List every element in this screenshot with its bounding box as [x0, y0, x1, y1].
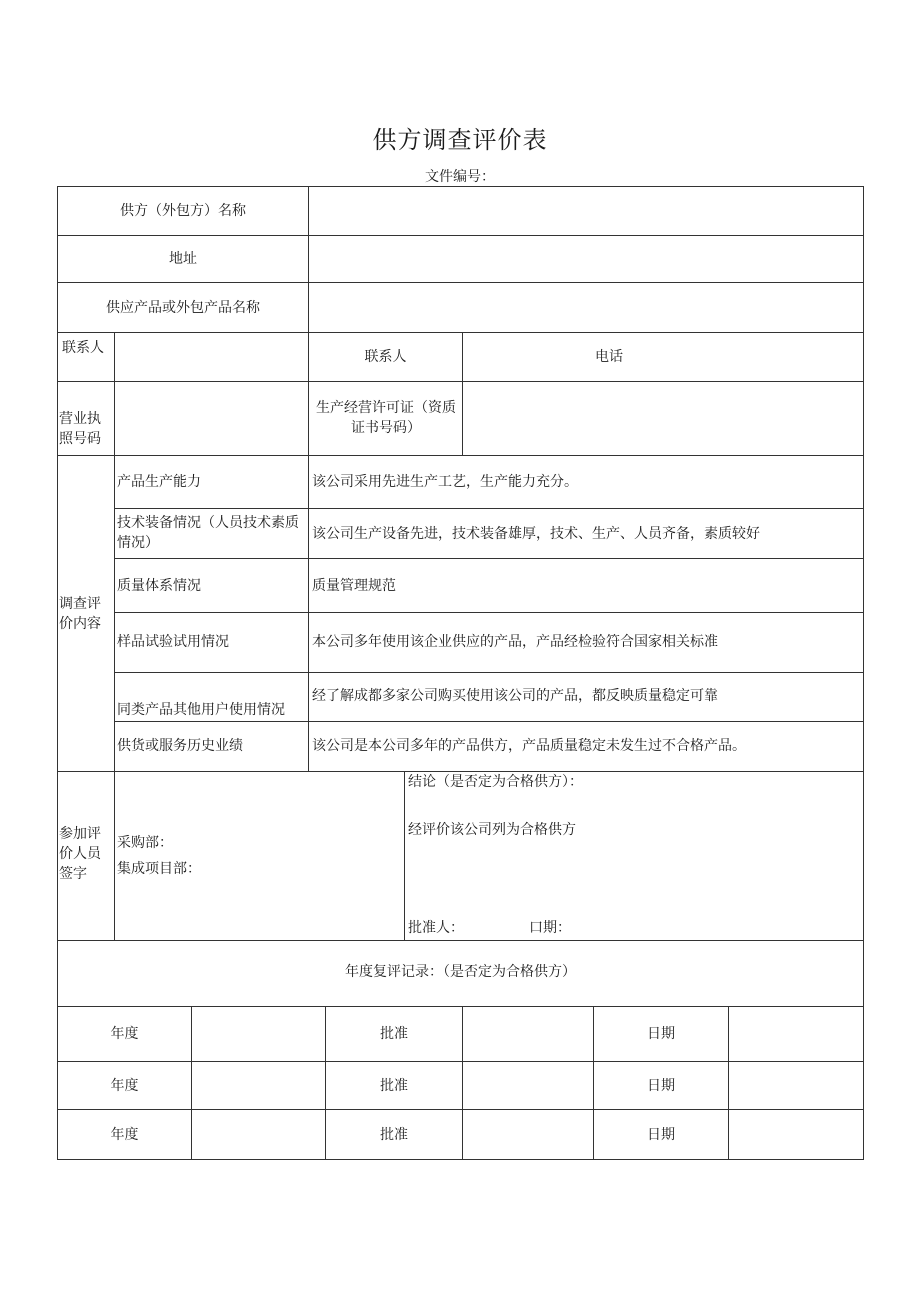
- eval-item-value-cell[interactable]: [308, 612, 864, 673]
- annual-approve-label: 批准: [380, 1078, 408, 1094]
- eval-item-value-cell[interactable]: [308, 672, 864, 722]
- annual-approve-value-cell[interactable]: [462, 1109, 594, 1160]
- signoff-section-label-cell: [57, 771, 115, 941]
- eval-item-value: 质量管理规范: [312, 578, 396, 594]
- project-dept-label: 集成项目部：: [117, 861, 201, 877]
- annual-date-value-cell[interactable]: [728, 1109, 864, 1160]
- annual-year-label-cell: [57, 1109, 192, 1160]
- license-label: 营业执照号码: [59, 411, 101, 447]
- approval-date-label: 口期：: [529, 920, 571, 936]
- approver-label: 批准人：: [408, 920, 464, 936]
- annual-date-label-cell: [593, 1006, 729, 1062]
- supplier-name-label-cell: [57, 186, 309, 236]
- annual-approve-value-cell[interactable]: [462, 1006, 594, 1062]
- annual-approve-label-cell: [325, 1061, 463, 1110]
- contact-label-2-cell: [308, 332, 463, 382]
- supplier-name-value-cell[interactable]: [308, 186, 864, 236]
- annual-approve-value-cell[interactable]: [462, 1061, 594, 1110]
- eval-item-label: 样品试验试用情况: [117, 634, 229, 650]
- eval-item-label: 产品生产能力: [117, 474, 201, 490]
- eval-item-value: 经了解成都多家公司购买使用该公司的产品，都反映质量稳定可靠: [312, 688, 718, 704]
- annual-approve-label-cell: [325, 1109, 463, 1160]
- annual-year-label-cell: [57, 1061, 192, 1110]
- product-name-label: 供应产品或外包产品名称: [106, 300, 260, 316]
- eval-item-value-cell[interactable]: [308, 508, 864, 559]
- permit-value-cell[interactable]: [462, 381, 864, 456]
- contact-value-cell[interactable]: [114, 332, 309, 382]
- eval-item-value-cell[interactable]: [308, 558, 864, 613]
- eval-item-label: 供货或服务历史业绩: [117, 738, 243, 754]
- eval-item-label-cell: [114, 721, 309, 772]
- annual-date-label: 日期: [647, 1078, 675, 1094]
- annual-date-value-cell[interactable]: [728, 1061, 864, 1110]
- annual-date-value-cell[interactable]: [728, 1006, 864, 1062]
- address-label: 地址: [169, 251, 197, 267]
- eval-item-label-cell: [114, 672, 309, 722]
- contact-label: 联系人: [62, 340, 104, 356]
- product-name-value-cell[interactable]: [308, 282, 864, 333]
- annual-date-label: 日期: [647, 1127, 675, 1143]
- eval-item-value: 该公司采用先进生产工艺，生产能力充分。: [312, 474, 578, 490]
- eval-item-label: 同类产品其他用户使用情况: [117, 702, 285, 718]
- annual-year-value-cell[interactable]: [191, 1061, 326, 1110]
- contact-label-cell: [57, 332, 115, 382]
- annual-approve-label: 批准: [380, 1127, 408, 1143]
- contact-label-2: 联系人: [364, 349, 407, 365]
- annual-date-label-cell: [593, 1061, 729, 1110]
- eval-item-label-cell: [114, 508, 309, 559]
- address-value-cell[interactable]: [308, 235, 864, 283]
- eval-item-label-cell: [114, 558, 309, 613]
- eval-item-label-cell: [114, 612, 309, 673]
- annual-year-label: 年度: [110, 1127, 139, 1143]
- permit-label-cell: [308, 381, 463, 456]
- eval-item-value: 该公司生产设备先进，技术装备雄厚，技术、生产、人员齐备，素质较好: [312, 526, 760, 542]
- conclusion-value: 经评价该公司列为合格供方: [408, 822, 576, 838]
- supplier-name-label: 供方（外包方）名称: [120, 203, 246, 219]
- phone-label: 电话: [595, 349, 623, 365]
- annual-review-header-cell: [57, 940, 864, 1007]
- annual-year-value-cell[interactable]: [191, 1006, 326, 1062]
- annual-date-label: 日期: [647, 1026, 675, 1042]
- conclusion-cell[interactable]: [404, 771, 864, 941]
- purchasing-dept-label: 采购部：: [117, 835, 173, 851]
- annual-year-label: 年度: [110, 1026, 139, 1042]
- conclusion-label: 结论（是否定为合格供方）：: [408, 774, 583, 790]
- annual-year-label-cell: [57, 1006, 192, 1062]
- page-title: 供方调查评价表: [372, 126, 548, 154]
- license-value-cell[interactable]: [114, 381, 309, 456]
- eval-item-value: 该公司是本公司多年的产品供方，产品质量稳定未发生过不合格产品。: [312, 738, 746, 754]
- annual-approve-label-cell: [325, 1006, 463, 1062]
- annual-year-label: 年度: [110, 1078, 139, 1094]
- signoff-section-label: 参加评价人员签字: [59, 826, 101, 882]
- annual-date-label-cell: [593, 1109, 729, 1160]
- eval-item-label: 质量体系情况: [117, 578, 201, 594]
- product-name-label-cell: [57, 282, 309, 333]
- phone-cell[interactable]: [462, 332, 864, 382]
- address-label-cell: [57, 235, 309, 283]
- permit-label: 生产经营许可证（资质证书号码）: [316, 400, 456, 436]
- annual-review-header: 年度复评记录：（是否定为合格供方）: [345, 964, 576, 980]
- annual-year-value-cell[interactable]: [191, 1109, 326, 1160]
- document-number-label: 文件编号：: [425, 169, 495, 185]
- eval-item-value: 本公司多年使用该企业供应的产品，产品经检验符合国家相关标准: [312, 634, 718, 650]
- eval-item-label: 技术装备情况（人员技术素质情况）: [117, 515, 299, 551]
- signatures-cell[interactable]: [114, 771, 405, 941]
- eval-item-value-cell[interactable]: [308, 455, 864, 509]
- eval-item-label-cell: [114, 455, 309, 509]
- evaluation-section-label: 调查评价内容: [59, 596, 101, 632]
- evaluation-section-label-cell: [57, 455, 115, 772]
- annual-approve-label: 批准: [380, 1026, 408, 1042]
- license-label-cell: [57, 381, 115, 456]
- eval-item-value-cell[interactable]: [308, 721, 864, 772]
